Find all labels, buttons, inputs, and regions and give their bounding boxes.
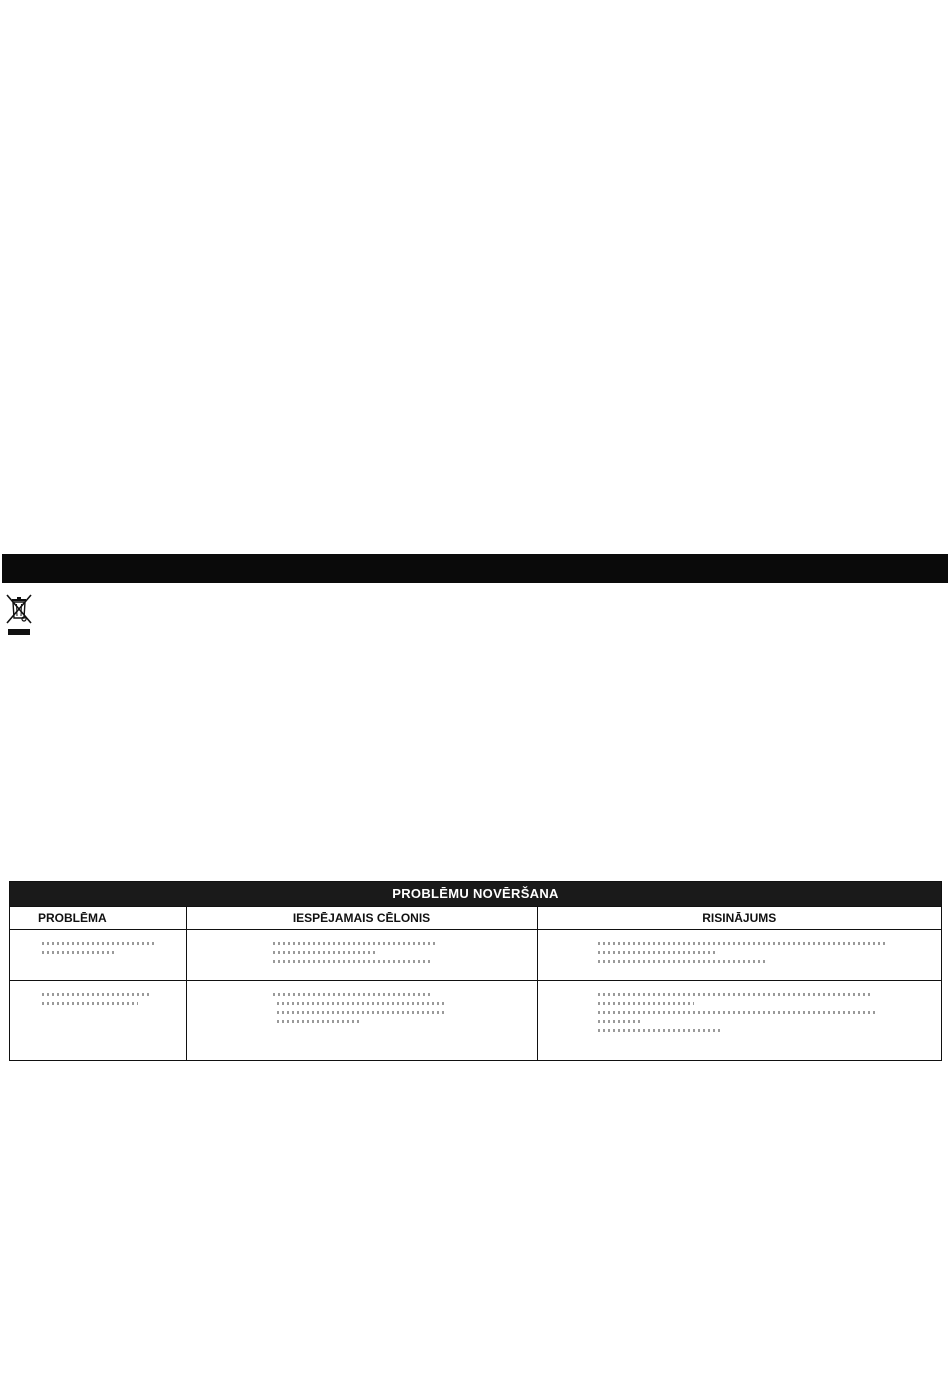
illegible-text-line bbox=[598, 1002, 694, 1005]
illegible-text-line bbox=[277, 1011, 445, 1014]
troubleshooting-grid bbox=[10, 906, 941, 1061]
table-row bbox=[10, 930, 941, 981]
illegible-text-line bbox=[598, 1020, 642, 1023]
illegible-text-line bbox=[42, 1002, 138, 1005]
cause-cell bbox=[186, 930, 537, 981]
illegible-text-line bbox=[598, 942, 888, 945]
problem-cell bbox=[10, 930, 186, 981]
illegible-text-line bbox=[42, 942, 154, 945]
solution-cell bbox=[537, 930, 941, 981]
illegible-text-line bbox=[598, 951, 716, 954]
header-problem: PROBLĒMA bbox=[10, 907, 186, 930]
illegible-text-line bbox=[598, 993, 872, 996]
header-solution: RISINĀJUMS bbox=[537, 907, 941, 930]
weee-crossed-bin-icon bbox=[4, 592, 34, 638]
cause-cell bbox=[186, 981, 537, 1062]
illegible-text-line bbox=[277, 1020, 361, 1023]
header-cause: IESPĒJAMAIS CĒLONIS bbox=[186, 907, 537, 930]
illegible-text-line bbox=[273, 960, 431, 963]
illegible-text-line bbox=[598, 1029, 722, 1032]
illegible-text-line bbox=[598, 960, 768, 963]
illegible-text-line bbox=[277, 1002, 445, 1005]
illegible-text-line bbox=[42, 993, 152, 996]
troubleshooting-table bbox=[9, 881, 942, 1061]
illegible-text-line bbox=[273, 993, 431, 996]
solution-cell bbox=[537, 981, 941, 1062]
section-header-bar bbox=[2, 554, 948, 583]
problem-cell bbox=[10, 981, 186, 1062]
table-title: PROBLĒMU NOVĒRŠANA bbox=[10, 882, 941, 906]
illegible-text-line bbox=[273, 951, 377, 954]
illegible-text-line bbox=[598, 1011, 876, 1014]
illegible-text-line bbox=[42, 951, 114, 954]
table-header-row bbox=[10, 907, 941, 930]
table-row bbox=[10, 981, 941, 1062]
illegible-text-line bbox=[273, 942, 435, 945]
